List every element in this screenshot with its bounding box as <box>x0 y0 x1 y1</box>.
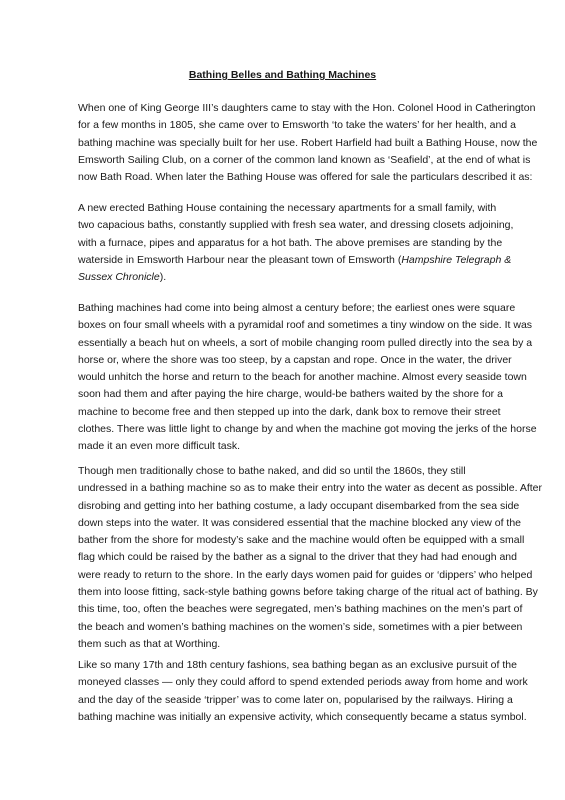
paragraph-line: essentially a beach hut on wheels, a sort of mobile changing room pulled directly into the sea by a <box>78 336 533 349</box>
paragraph-line: clothes. There was little light to change by and when the machine got moving the jerks of the horse <box>78 423 537 436</box>
paragraph-line: When one of King George III’s daughters came to stay with the Hon. Colonel Hood in Catherington <box>78 102 536 114</box>
paragraph-line: this time, too, often the beaches were segregated, men’s bathing machines on the men’s part of <box>78 603 523 616</box>
paragraph-line: made it an even more difficult task. <box>78 440 241 453</box>
paragraph-line: soon had them and after paying the hire charge, would-be bathers waited by the shore for a <box>78 388 503 401</box>
paragraph-2 <box>78 300 537 456</box>
paragraph-line: disrobing and getting into her bathing costume, a lady occupant disembarked from the sea side <box>78 499 520 512</box>
quote-source-end: ). <box>159 271 167 284</box>
paragraph-line: moneyed classes — only they could afford to spend extended periods away from home and work <box>78 676 528 689</box>
quote-line <box>78 269 523 286</box>
quote-line <box>78 252 523 269</box>
quote-line: two capacious baths, constantly supplied with fresh sea water, and dressing closets adjoining, <box>78 219 514 232</box>
paragraph-line: machine to become free and then stepped up into the dark, dank box to remove their street <box>78 405 501 418</box>
paragraph-1 <box>78 100 538 186</box>
paragraph-line: Emsworth Sailing Club, on a corner of the common land known as ‘Seafield’, at the end of what is <box>78 153 531 166</box>
paragraph-line: undressed in a bathing machine so as to make their entry into the water as decent as possible. After <box>78 482 543 495</box>
paragraph-line: down steps into the water. It was considered essential that the machine blocked any view of the <box>78 516 522 529</box>
paragraph-4 <box>78 657 528 726</box>
paragraph-line: would unhitch the horse and return to the beach for another machine. Almost every seaside town <box>78 371 527 384</box>
paragraph-line: bathing machine was specially built for her use. Robert Harfield had built a Bathing House, now the <box>78 136 538 149</box>
paragraph-line: were ready to return to the shore. In the early days women paid for guides or ‘dippers’ who helped <box>78 568 533 581</box>
paragraph-3 <box>78 463 543 653</box>
paragraph-line: flag which could be raised by the bather as a signal to the driver that they had had enough and <box>78 551 517 564</box>
paragraph-line: boxes on four small wheels with a pyramidal roof and sometimes a tiny window on the side. It was <box>78 319 533 332</box>
paragraph-line: for a few months in 1805, she came over to Emsworth ‘to take the waters’ for her health, and a <box>78 119 516 132</box>
paragraph-line: and the day of the seaside ‘tripper’ was to come later on, popularised by the railways. Hiring a <box>78 693 513 706</box>
paragraph-line: now Bath Road. When later the Bathing House was offered for sale the particulars described it as: <box>78 171 533 184</box>
quote-source-1: Hampshire Telegraph & <box>401 253 512 266</box>
block-quote <box>78 200 523 286</box>
paragraph-line: bather from the shore for modesty’s sake and the machine would often be equipped with a small <box>78 534 525 547</box>
quote-line: A new erected Bathing House containing the necessary apartments for a small family, with <box>78 202 497 214</box>
paragraph-line: Like so many 17th and 18th century fashions, sea bathing began as an exclusive pursuit of the <box>78 659 517 671</box>
quote-text: waterside in Emsworth Harbour near the pleasant town of Emsworth ( <box>78 253 402 266</box>
paragraph-line: Bathing machines had come into being almost a century before; the earliest ones were square <box>78 302 516 314</box>
quote-source-2: Sussex Chronicle <box>78 271 160 284</box>
paragraph-line: bathing machine was initially an expensive activity, which consequently became a status symbol. <box>78 710 527 723</box>
page-title: Bathing Belles and Bathing Machines <box>188 69 377 81</box>
paragraph-line: the beach and women’s bathing machines on the women’s side, sometimes with a pier between <box>78 620 523 633</box>
quote-line: with a furnace, pipes and apparatus for a hot bath. The above premises are standing by the <box>78 236 503 249</box>
paragraph-line: them into loose fitting, sack-style bathing gowns before taking charge of the ritual act of bathing. By <box>78 586 538 599</box>
paragraph-line: horse or, where the shore was too steep, by a capstan and rope. Once in the water, the driver <box>78 353 512 366</box>
paragraph-line: them such as that at Worthing. <box>78 637 221 650</box>
paragraph-line: Though men traditionally chose to bathe naked, and did so until the 1860s, they still <box>78 465 466 477</box>
